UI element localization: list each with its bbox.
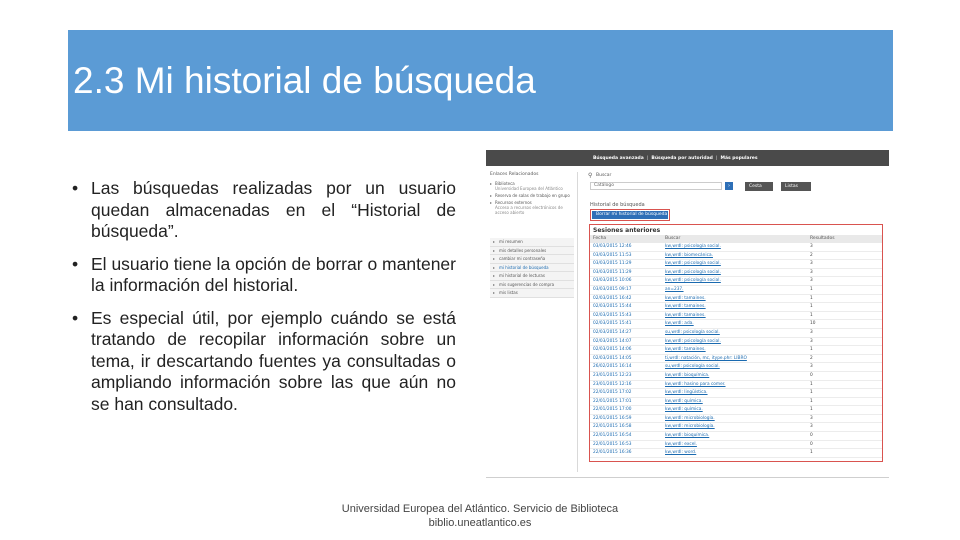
footer-url: biblio.uneatlantico.es xyxy=(428,517,532,529)
session-results: 1 xyxy=(810,286,813,292)
bullet-text: Las búsquedas realizadas por un usuario quedan almacenadas en el “Historial de búsqueda”. xyxy=(91,178,456,241)
session-results: 3 xyxy=(810,261,813,267)
session-query[interactable]: kw,wrdl: biomecánica. xyxy=(665,252,713,258)
session-row xyxy=(590,441,882,450)
bullet-item xyxy=(70,308,456,416)
session-results: 1 xyxy=(810,398,813,404)
sessions-title: Sesiones anteriores xyxy=(593,227,661,234)
menu-item-summary[interactable]: ▸ mi resumen xyxy=(490,238,574,247)
session-date[interactable]: 03/03/2015 11:53 xyxy=(593,252,632,258)
menu-item-search-history[interactable]: ▸ mi historial de búsqueda xyxy=(490,264,574,273)
session-row xyxy=(590,252,882,261)
session-results: 1 xyxy=(810,304,813,310)
nav-separator: | xyxy=(715,155,718,161)
session-row xyxy=(590,372,882,381)
menu-item-personal-details[interactable]: ▸ mis detalles personales xyxy=(490,247,574,256)
session-row xyxy=(590,381,882,390)
nav-separator: | xyxy=(646,155,649,161)
session-query[interactable]: kw,wrdl: tamaines. xyxy=(665,304,706,310)
session-results: 2 xyxy=(810,355,813,361)
menu-item-reading-history[interactable]: ▸ mi historial de lecturas xyxy=(490,272,574,281)
session-row xyxy=(590,398,882,407)
session-date[interactable]: 03/03/2015 09:17 xyxy=(593,286,632,292)
session-query[interactable]: kw,wrdl: química. xyxy=(665,407,703,413)
session-date[interactable]: 23/01/2015 12:16 xyxy=(593,381,632,387)
session-row xyxy=(590,432,882,441)
nav-most-popular[interactable]: Más populares xyxy=(720,155,758,161)
related-link[interactable] xyxy=(490,181,574,191)
bullet-item xyxy=(70,178,456,243)
session-results: 2 xyxy=(810,252,813,258)
session-query[interactable]: kw,wrdl: bioquímica. xyxy=(665,433,710,439)
session-date[interactable]: 03/03/2015 10:06 xyxy=(593,278,632,284)
session-results: 3 xyxy=(810,364,813,370)
session-date[interactable]: 02/03/2015 15:41 xyxy=(593,321,632,327)
clear-history-button[interactable]: Borrar mi historial de búsqueda xyxy=(592,211,668,219)
footer xyxy=(320,502,640,530)
session-row xyxy=(590,423,882,432)
session-date[interactable]: 22/01/2015 16:36 xyxy=(593,450,632,456)
embedded-screenshot xyxy=(486,150,889,478)
search-label: Buscar xyxy=(596,173,612,178)
slide-title: 2.3 Mi historial de búsqueda xyxy=(73,60,536,101)
session-results: 1 xyxy=(810,312,813,318)
session-row xyxy=(590,338,882,347)
bullet-dot: • xyxy=(72,178,79,198)
cart-button[interactable]: Cesta xyxy=(745,182,773,191)
session-query[interactable]: kw,wrdl: tamaines. xyxy=(665,295,706,301)
catalog-select[interactable]: Catálogo xyxy=(590,182,722,190)
session-query[interactable]: kw,wrdl: excel. xyxy=(665,441,697,447)
session-date[interactable]: 02/03/2015 15:44 xyxy=(593,304,632,310)
divider xyxy=(577,172,578,472)
session-row xyxy=(590,243,882,252)
session-row xyxy=(590,269,882,278)
lists-button[interactable]: Listas xyxy=(781,182,811,191)
session-results: 1 xyxy=(810,381,813,387)
related-link[interactable] xyxy=(490,200,574,215)
top-nav xyxy=(590,150,761,166)
session-results: 3 xyxy=(810,244,813,249)
bullet-item xyxy=(70,254,456,297)
session-date[interactable]: 22/01/2015 16:59 xyxy=(593,415,632,421)
session-row xyxy=(590,406,882,415)
session-row xyxy=(590,312,882,321)
session-query[interactable]: kw,wrdl: microbiología. xyxy=(665,424,715,430)
session-date[interactable]: 03/03/2015 12:46 xyxy=(593,244,632,249)
session-results: 3 xyxy=(810,424,813,430)
related-link[interactable] xyxy=(490,193,574,198)
session-results: 3 xyxy=(810,278,813,284)
menu-item-my-lists[interactable]: ▸ mis listas xyxy=(490,289,574,298)
session-query[interactable]: su,wrdl: psicología social. xyxy=(665,329,720,335)
session-date[interactable]: 03/03/2015 11:29 xyxy=(593,261,632,267)
session-row xyxy=(590,449,882,458)
session-date[interactable]: 22/01/2015 17:01 xyxy=(593,398,632,404)
nav-authority-search[interactable]: Búsqueda por autoridad xyxy=(651,155,713,161)
session-query[interactable]: kw,wrdl: hasino para comer. xyxy=(665,381,726,387)
menu-item-purchase-suggestions[interactable]: ▸ mis sugerencias de compra xyxy=(490,281,574,290)
session-query[interactable]: kw,wrdl: ada. xyxy=(665,321,694,327)
session-results: 10 xyxy=(810,321,816,327)
session-row xyxy=(590,415,882,424)
session-results: 1 xyxy=(810,347,813,353)
session-row xyxy=(590,355,882,364)
sessions-header xyxy=(590,235,882,243)
related-link-sub: Universidad Europea del Atlántico xyxy=(495,186,563,191)
session-date[interactable]: 22/01/2015 17:00 xyxy=(593,407,632,413)
session-date[interactable]: 22/01/2015 16:58 xyxy=(593,424,632,430)
session-date[interactable]: 23/01/2015 12:23 xyxy=(593,372,632,378)
column-query[interactable]: Buscar xyxy=(665,236,681,241)
session-date[interactable]: 22/01/2015 17:02 xyxy=(593,390,632,396)
clear-history-highlight xyxy=(590,209,670,221)
title-band xyxy=(68,30,893,131)
bullet-list xyxy=(70,178,456,426)
session-date[interactable]: 02/03/2015 15:43 xyxy=(593,312,632,318)
session-row xyxy=(590,363,882,372)
session-query[interactable]: kw,wrdl: psicología social. xyxy=(665,261,721,267)
account-menu xyxy=(490,238,574,298)
session-row xyxy=(590,320,882,329)
session-results: 1 xyxy=(810,390,813,396)
session-date[interactable]: 22/01/2015 16:54 xyxy=(593,433,632,439)
session-query[interactable]: su,wrdl: psicología social. xyxy=(665,364,720,370)
session-query[interactable]: ti,wrdl: natación, mc, itype.phr: LIBRO xyxy=(665,355,747,361)
related-links-title: Enlaces Relacionados xyxy=(490,172,539,177)
session-row xyxy=(590,277,882,286)
session-date[interactable]: 22/01/2015 16:53 xyxy=(593,441,632,447)
session-query[interactable]: kw,wrdl: word. xyxy=(665,450,697,456)
session-query[interactable]: kw,wrdl: bioquímica. xyxy=(665,372,710,378)
session-row xyxy=(590,329,882,338)
session-query[interactable]: kw,wrdl: microbiología. xyxy=(665,415,715,421)
session-query[interactable]: kw,wrdl: psicología social. xyxy=(665,278,721,284)
session-row xyxy=(590,303,882,312)
menu-item-change-password[interactable]: ▸ cambiar mi contraseña xyxy=(490,255,574,264)
search-go-button[interactable]: › xyxy=(725,182,733,190)
search-history-heading: Historial de búsqueda xyxy=(590,202,645,208)
bullet-text: El usuario tiene la opción de borrar o mantener la información del historial. xyxy=(91,253,456,295)
related-link-sub: Acceso a recursos electrónicos de acceso abierto xyxy=(495,205,563,215)
session-date[interactable]: 02/03/2015 14:27 xyxy=(593,329,632,335)
related-link-label[interactable]: Reserva de salas de trabajo en grupo xyxy=(495,193,570,198)
session-date[interactable]: 02/03/2015 14:07 xyxy=(593,338,632,344)
session-date[interactable]: 02/03/2015 14:06 xyxy=(593,347,632,353)
footer-institution: Universidad Europea del Atlántico. Servicio de Biblioteca xyxy=(341,503,619,515)
session-query[interactable]: kw,wrdl: lingüística. xyxy=(665,390,708,396)
session-date[interactable]: 02/03/2015 16:42 xyxy=(593,295,632,301)
search-icon: ⚲ xyxy=(588,172,593,179)
related-link-label[interactable]: Biblioteca xyxy=(495,181,515,186)
session-query[interactable]: an=237. xyxy=(665,286,684,292)
nav-advanced-search[interactable]: Búsqueda avanzada xyxy=(593,155,644,161)
session-row xyxy=(590,260,882,269)
session-row xyxy=(590,346,882,355)
session-query[interactable]: kw,wrdl: tamaines. xyxy=(665,312,706,318)
bullet-dot: • xyxy=(72,307,79,328)
session-results: 1 xyxy=(810,295,813,301)
column-results[interactable]: Resultados xyxy=(810,236,835,241)
session-results: 0 xyxy=(810,441,813,447)
session-results: 3 xyxy=(810,269,813,275)
session-date[interactable]: 02/03/2015 14:05 xyxy=(593,355,632,361)
session-results: 0 xyxy=(810,433,813,439)
session-row xyxy=(590,295,882,304)
related-links xyxy=(490,172,574,217)
session-query[interactable]: kw,wrdl: psicología social. xyxy=(665,244,721,249)
session-query[interactable]: kw,wrdl: psicología social. xyxy=(665,269,721,275)
bullet-text: Es especial útil, por ejemplo cuándo se está tratando de recopilar información sobre un tema, ir descartando fuentes ya consultadas o ampliando información sobre las que aún no se han consultado. xyxy=(91,307,456,414)
session-date[interactable]: 03/03/2015 11:29 xyxy=(593,269,632,275)
bullet-dot: • xyxy=(72,253,79,274)
session-query[interactable]: kw,wrdl: psicología social. xyxy=(665,338,721,344)
session-results: 3 xyxy=(810,338,813,344)
session-query[interactable]: kw,wrdl: tamaines. xyxy=(665,347,706,353)
session-results: 3 xyxy=(810,329,813,335)
sessions-rows xyxy=(590,243,882,458)
session-results: 1 xyxy=(810,407,813,413)
related-link-label[interactable]: Recursos externos xyxy=(495,200,532,205)
session-row xyxy=(590,389,882,398)
session-date[interactable]: 26/02/2015 16:14 xyxy=(593,364,632,370)
session-query[interactable]: kw,wrdl: química. xyxy=(665,398,703,404)
session-results: 3 xyxy=(810,415,813,421)
session-results: 1 xyxy=(810,450,813,456)
session-row xyxy=(590,286,882,295)
column-date[interactable]: Fecha xyxy=(593,236,607,241)
previous-sessions-panel xyxy=(589,224,883,462)
session-results: 0 xyxy=(810,372,813,378)
